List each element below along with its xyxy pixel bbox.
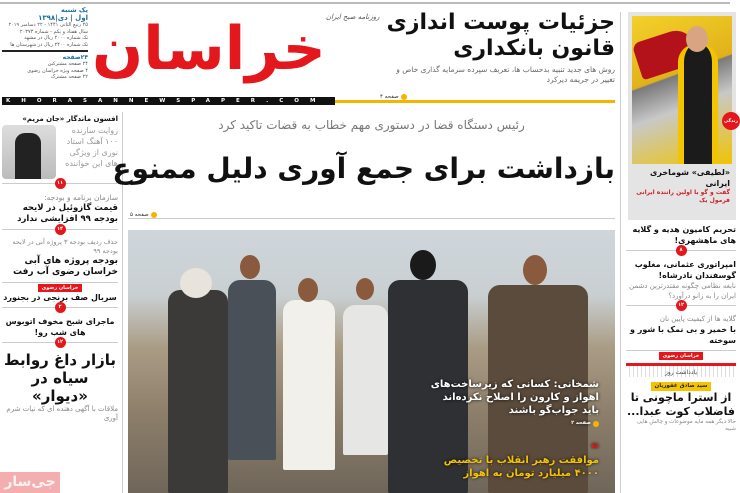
feature-title[interactable]: «لطیفی» شوماخری ایرانی	[650, 168, 730, 188]
page-count: ۲۴صفحه	[2, 50, 88, 61]
issue-line: سال هفتاد و یکم - شماره ۲۰۳۷۳	[19, 28, 88, 35]
page-line: ۲۲ صفحه مشترک	[50, 74, 88, 80]
kicker: نابغه نظامی چگونه مقتدرترین دشمن ایران را به زانو درآورد؟	[629, 282, 736, 300]
story-title[interactable]: بودجه پروژه های آبی خراسان رضوی آب رفت	[13, 256, 118, 277]
top-story-summary: روش های جدید تنبیه بدحساب ها، تعریف سپرده سرمایه گذاری خاص و تغییر در جریمه دیرکرد	[396, 65, 615, 84]
story-summary: ملاقات با آگهی دهنده ای که نیات شرم آوری	[6, 405, 118, 422]
newspaper-logo	[92, 6, 380, 94]
page-number: ۸	[676, 245, 687, 256]
page-ref: صفحه ۲	[571, 417, 599, 430]
logo-text: خراسان	[92, 14, 326, 84]
page-number: ۱۴	[55, 224, 66, 235]
story-title[interactable]: تحریم کامیون هدیه و گلایه های ماهشهری!	[632, 225, 736, 245]
logo-tagline: روزنامه صبح ایران	[325, 13, 380, 21]
website-strip: KHORASANNEWSPAPER.COM	[2, 97, 335, 105]
page-line: ۴ صفحه ویژه خراسان رضوی	[27, 67, 88, 74]
top-story-title[interactable]: جزئیات پوست اندازی قانون بانکداری	[386, 10, 615, 61]
page-ref: صفحه ۵	[130, 212, 157, 218]
section-label: خراسان رضوی	[659, 352, 704, 360]
page-marker-icon	[593, 421, 599, 427]
feature-subtitle: گفت و گو با اولین راننده ایرانی فرمول یک	[636, 189, 730, 204]
page-ref: صفحه ۴	[380, 94, 407, 100]
kicker: گلایه ها از کیفیت پایین نان	[659, 315, 736, 323]
page-marker-icon	[401, 94, 407, 100]
quote-icon: ❝	[590, 441, 599, 457]
left-column	[2, 114, 118, 423]
story-title[interactable]: قیمت گازوئیل در لایحه بودجه ۹۹ افزایشی ندارد	[17, 203, 118, 224]
story-title[interactable]: بازار داغ روابط سیاه در «دیوار»	[3, 351, 116, 405]
story-title[interactable]: ماجرای شبح مخوف اتوبوس های شب رو!	[5, 317, 115, 337]
singer-photo	[2, 125, 56, 179]
main-subtitle: رئیس دستگاه قضا در دستوری مهم خطاب به قضات تاکید کرد	[218, 118, 525, 132]
issue-line: تک شماره ۲۰۰۰ ریال در مشهد	[24, 35, 88, 41]
kicker: حذف ردیف بودجه ۳ پروژه آبی در لایحه بودجه ۹۹	[12, 238, 118, 255]
watermark: جی‌سار	[0, 472, 60, 493]
page-number: ۱۱	[55, 178, 66, 189]
issue-info	[2, 6, 88, 81]
issue-line: تک شماره ۲۴۰۰ ریال در شهرستان ها	[10, 41, 88, 48]
page-number: ۲	[55, 302, 66, 313]
top-rule	[0, 2, 730, 4]
kicker: سازمان برنامه و بودجه:	[44, 193, 118, 202]
story-title[interactable]: با خمیر و بی نمک با شور و سوخته	[630, 325, 736, 345]
story-title[interactable]: امپراتوری عثمانی، مغلوب گوسفندان نادرشاه!	[634, 260, 736, 280]
left-feature-title[interactable]: افسون ماندگار «جان مریم»	[22, 115, 118, 123]
right-column	[626, 224, 736, 433]
section-badge: زندگی	[722, 112, 740, 130]
left-feature-text: روایت سازنده ۱۰۰ آهنگ استاد نوری از ویژگی های این خواننده	[65, 126, 118, 168]
driver-photo	[632, 16, 732, 164]
page-number: ۱۲	[55, 337, 66, 348]
story-text: حالا دیگر همه مایه موضوعات و چالش هایی شبیه	[636, 419, 736, 432]
rule	[128, 218, 615, 219]
divider	[620, 12, 621, 493]
issue-date: اول | دی|۱۳۹۸	[38, 14, 88, 22]
top-story[interactable]	[380, 10, 615, 104]
main-headline[interactable]: بازداشت برای جمع آوری دلیل ممنوع	[112, 152, 615, 185]
section-label: خراسان رضوی	[38, 284, 83, 292]
issue-day: یک شنبه	[61, 6, 88, 14]
page-line: ۲۴ صفحه مشترکین	[47, 61, 88, 67]
feature-box[interactable]	[628, 12, 739, 220]
story-title[interactable]: از استرا ماچونی تا فاضلاب کوت عبدا...	[626, 391, 736, 418]
story-title[interactable]: سربال صف برنجی در بجنورد	[3, 293, 117, 302]
author-label: سید صادق غفوریان	[651, 382, 712, 391]
photo-caption: شمخانی: کسانی که زیرساخت‌های اهواز و کارون را اصلاح نکرده‌اند باید جواب‌گو باشند صفحه ۲	[424, 378, 599, 431]
quote: ❝ موافقت رهبر انقلاب با تخصیص ۴۰۰۰ میلیارد تومان به اهواز	[419, 444, 599, 480]
note-label: یادداشت روز	[626, 363, 736, 377]
issue-line: ۲۵ ربیع الثانی ۱۴۴۱ - ۲۲ دسامبر ۲۰۱۹	[8, 22, 88, 28]
page-number: ۱۲	[676, 300, 687, 311]
main-photo	[128, 230, 615, 493]
